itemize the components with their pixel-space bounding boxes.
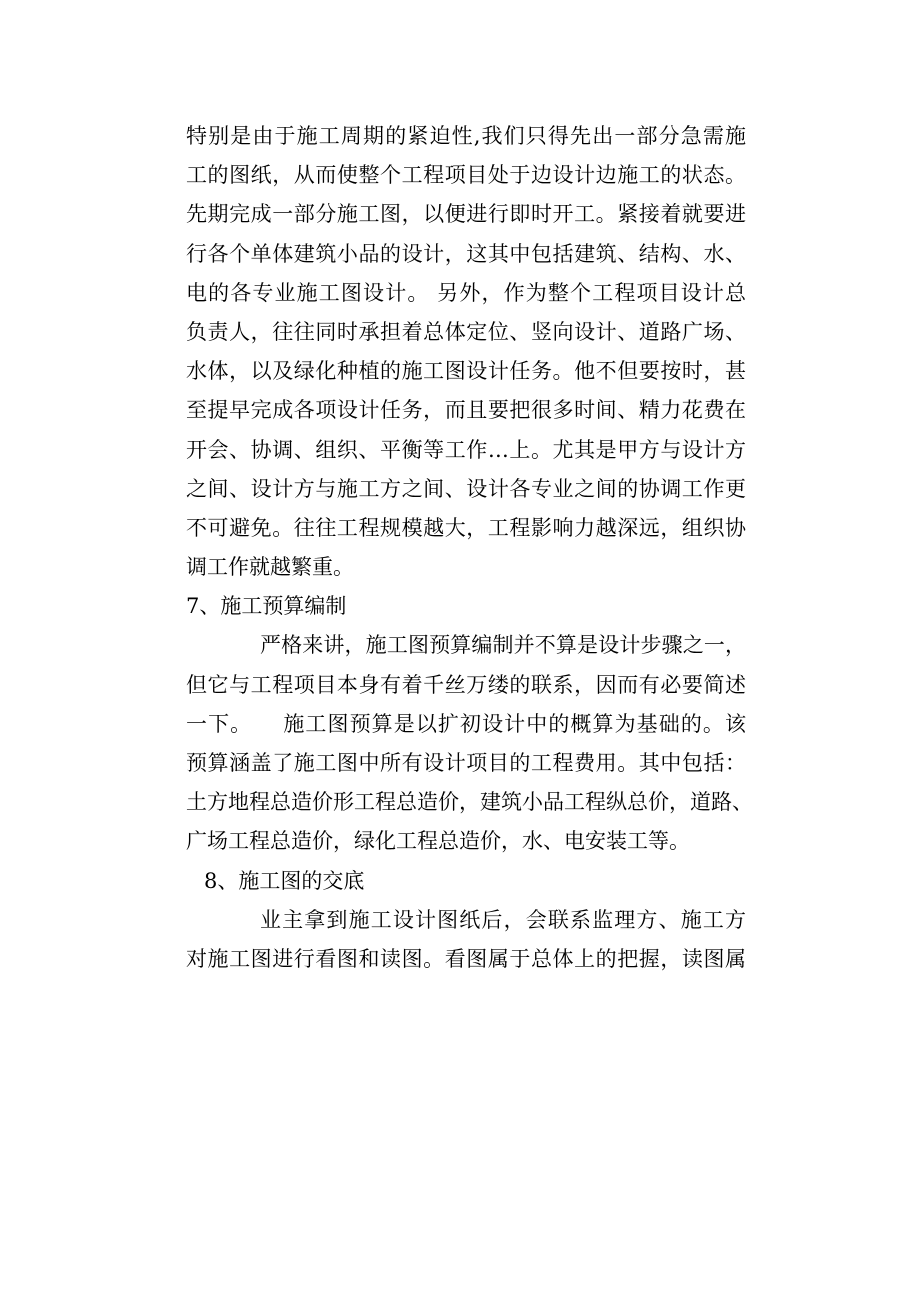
text-line: 特别是由于施工周期的紧迫性,我们只得先出一部分急需施 — [186, 124, 746, 148]
section-heading-handover: 8、施工图的交底 — [204, 868, 365, 893]
text-line: 但它与工程项目本身有着千丝万缕的联系，因而有必要简述 — [186, 672, 746, 697]
text-line: 电的各专业施工图设计。 另外，作为整个工程项目设计总 — [186, 280, 746, 305]
text-line: 土方地程总造价形工程总造价，建筑小品工程纵总价，道路、 — [186, 790, 753, 815]
document-body — [186, 117, 753, 979]
text-line: 水体，以及绿化种植的施工图设计任务。他不但要按时，甚 — [186, 359, 746, 384]
text-line: 对施工图进行看图和读图。看图属于总体上的把握，读图属 — [186, 946, 746, 971]
paragraph-construction-schedule — [186, 117, 746, 587]
text-line: 调工作就越繁重。 — [186, 555, 354, 580]
text-line: 不可避免。往往工程规模越大，工程影响力越深远，组织协 — [186, 515, 746, 540]
text-line-part: 一下。 — [186, 711, 253, 736]
text-line: 业主拿到施工设计图纸后，会联系监理方、施工方 — [260, 907, 746, 932]
text-line: 开会、协调、组织、平衡等工作…上。尤其是甲方与设计方 — [186, 437, 746, 462]
text-line: 预算涵盖了施工图中所有设计项目的工程费用。其中包括： — [186, 751, 746, 775]
text-line: 严格来讲，施工图预算编制并不算是设计步骤之一， — [260, 633, 746, 658]
section-heading-budget: 7、施工预算编制 — [186, 594, 347, 619]
text-line — [186, 705, 746, 744]
text-line: 广场工程总造价，绿化工程总造价，水、电安装工等。 — [186, 829, 690, 854]
text-line: 工的图纸，从而使整个工程项目处于边设计边施工的状态。 — [186, 163, 746, 188]
text-line-part: 施工图预算是以扩初设计中的概算为基础的。该 — [282, 711, 746, 736]
paragraph-budget — [186, 626, 753, 861]
text-line: 之间、设计方与施工方之间、设计各专业之间的协调工作更 — [186, 476, 746, 501]
paragraph-handover — [186, 901, 746, 979]
text-line: 至提早完成各项设计任务，而且要把很多时间、精力花费在 — [186, 398, 746, 423]
text-line: 先期完成一部分施工图，以便进行即时开工。紧接着就要进 — [186, 202, 746, 227]
text-line: 行各个单体建筑小品的设计，这其中包括建筑、结构、水、 — [186, 241, 746, 266]
text-line: 负责人，往往同时承担着总体定位、竖向设计、道路广场、 — [186, 319, 746, 344]
